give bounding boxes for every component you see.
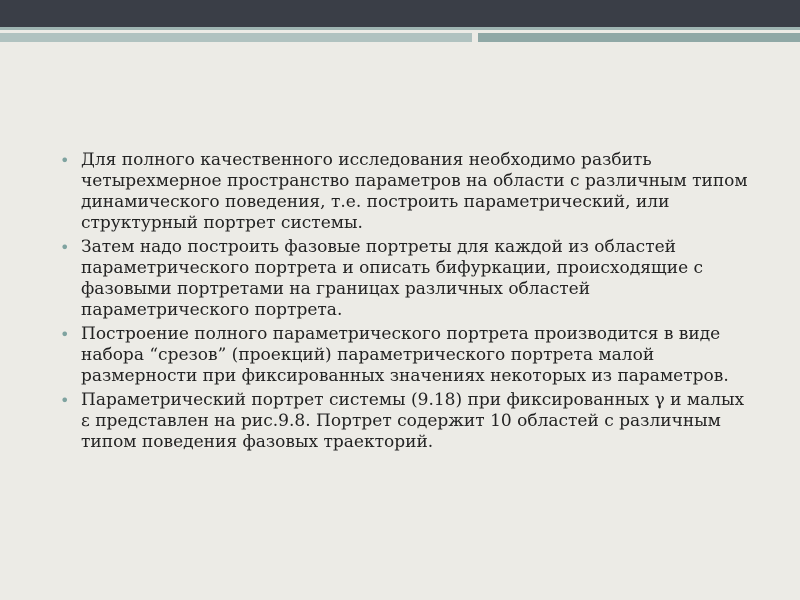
bullet-item	[58, 237, 758, 321]
header-bar	[0, 0, 800, 27]
bullet-text: Параметрический портрет системы (9.18) при фиксированных γ и малых ε представлен на рис.9.8. Портрет содержит 10 областей с различным типом поведения фазовых траекторий.	[81, 390, 745, 452]
bullet-list	[58, 150, 758, 456]
bullet-text: Для полного качественного исследования необходимо разбить четырехмерное пространство параметров на области с различным типом динамического поведения, т.е. построить параметрический, или структурный портрет системы.	[81, 150, 748, 233]
bullet-icon: •	[60, 151, 70, 170]
bullet-icon: •	[60, 391, 70, 410]
accent-strip	[0, 33, 800, 42]
bullet-item	[58, 390, 758, 453]
accent-strip-left	[0, 33, 472, 42]
bullet-item	[58, 324, 758, 387]
header-divider	[0, 27, 800, 30]
bullet-text: Затем надо построить фазовые портреты для каждой из областей параметрического портрета и описать бифуркации, происходящие с фазовыми портретами на границах различных областей параметрического портрета.	[81, 237, 704, 320]
bullet-icon: •	[60, 325, 70, 344]
bullet-icon: •	[60, 238, 70, 257]
bullet-text: Построение полного параметрического портрета производится в виде набора “срезов” (проекций) параметрического портрета малой размерности при фиксированных значениях некоторых из параметров.	[81, 324, 729, 386]
accent-strip-right	[478, 33, 800, 42]
bullet-item	[58, 150, 758, 234]
